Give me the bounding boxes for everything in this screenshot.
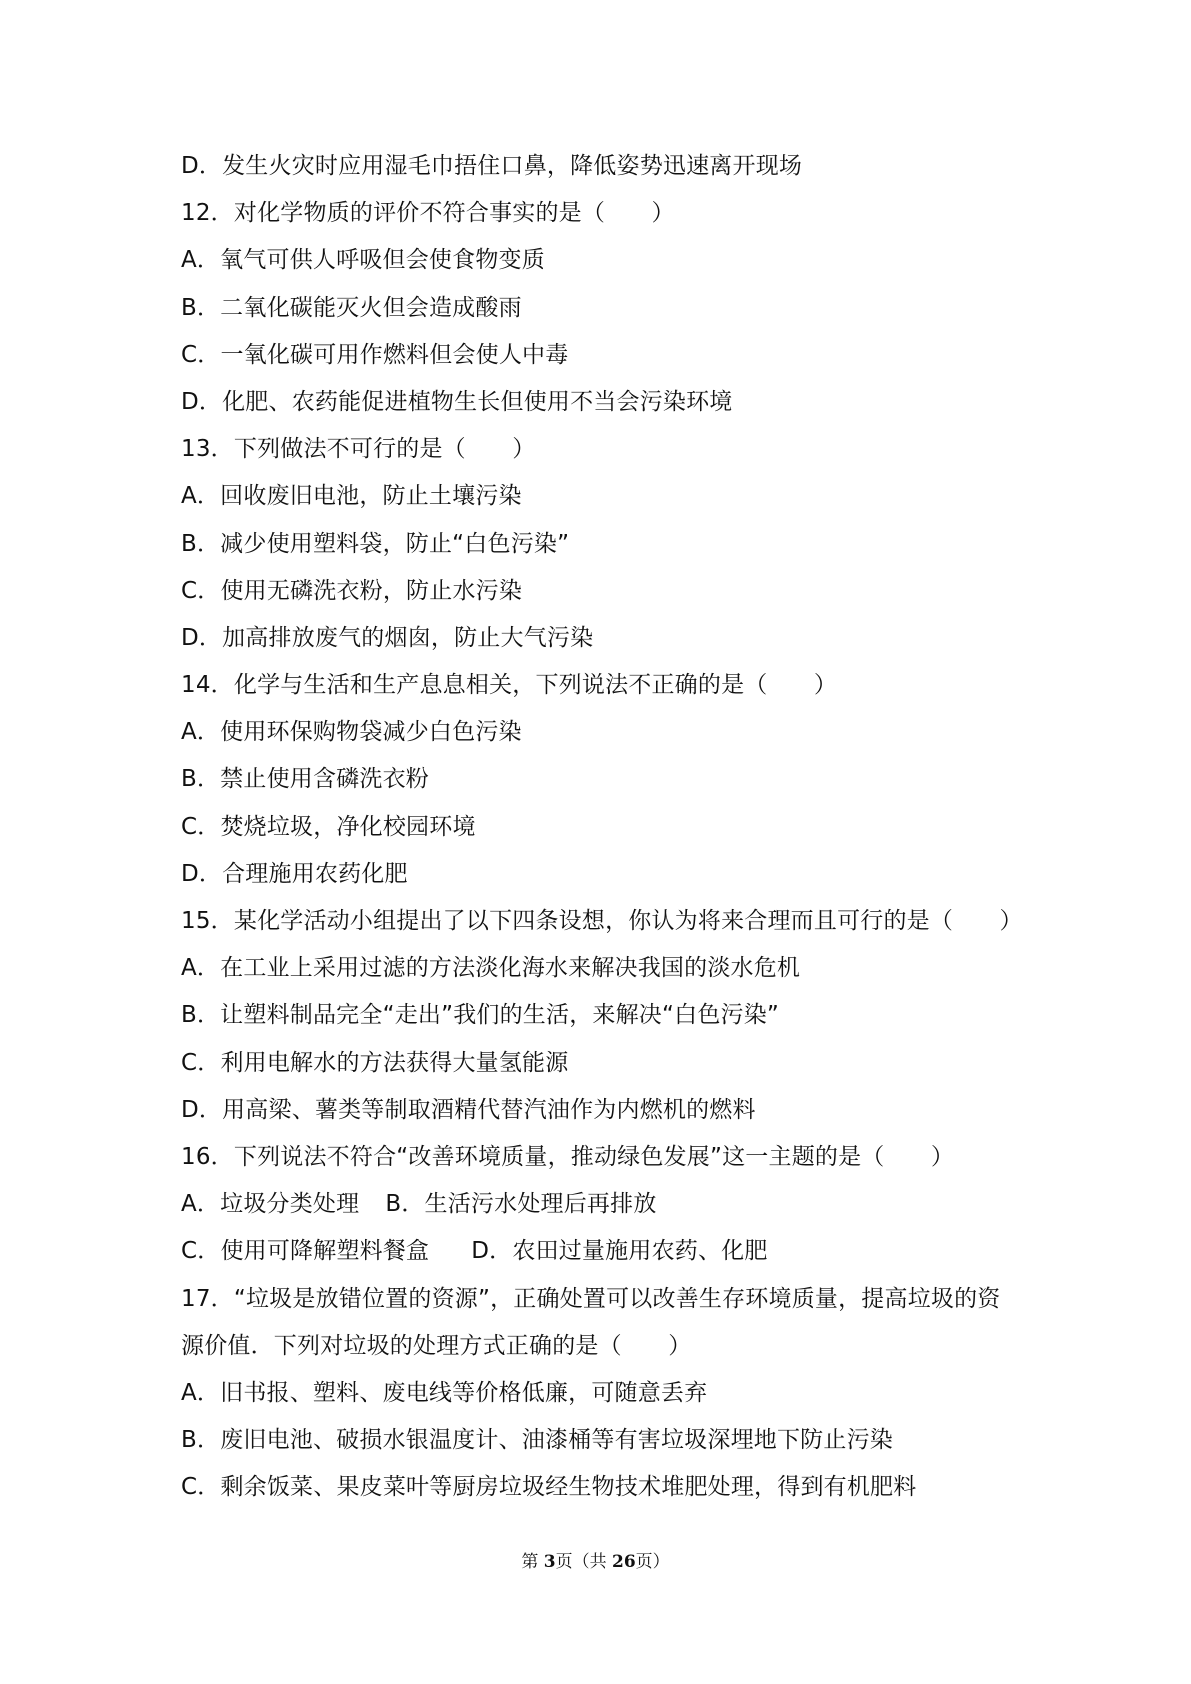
question-15-option-d: D．用高梁、薯类等制取酒精代替汽油作为内燃机的燃料 xyxy=(181,1096,756,1123)
question-12-option-c: C．一氧化碳可用作燃料但会使人中毒 xyxy=(181,341,569,368)
footer-page-number: 3 xyxy=(543,1552,556,1572)
question-12-option-d: D．化肥、农药能促进植物生长但使用不当会污染环境 xyxy=(181,388,733,415)
footer-suffix: 页） xyxy=(635,1552,670,1572)
question-12-option-a: A．氧气可供人呼吸但会使食物变质 xyxy=(181,247,545,274)
footer-middle: 页（共 xyxy=(555,1552,612,1572)
question-13-option-d: D．加高排放废气的烟囱，防止大气污染 xyxy=(181,624,594,651)
question-14-option-d: D．合理施用农药化肥 xyxy=(181,860,408,887)
question-17-stem-line-2: 源价值．下列对垃圾的处理方式正确的是（ ） xyxy=(181,1332,692,1359)
question-14-option-c: C．焚烧垃圾，净化校园环境 xyxy=(181,813,476,840)
question-15-option-c: C．利用电解水的方法获得大量氢能源 xyxy=(181,1049,569,1076)
question-content xyxy=(181,143,1031,1511)
page-footer xyxy=(0,1547,1191,1572)
question-11-option-d: D．发生火灾时应用湿毛巾捂住口鼻，降低姿势迅速离开现场 xyxy=(181,153,803,179)
question-17-option-a: A．旧书报、塑料、废电线等价格低廉，可随意丢弃 xyxy=(181,1379,708,1406)
footer-total-pages: 26 xyxy=(611,1552,636,1572)
question-16-option-a: A．垃圾分类处理 xyxy=(181,1191,360,1218)
question-16-option-d: D．农田过量施用农药、化肥 xyxy=(471,1238,768,1265)
question-16-options-ab xyxy=(181,1181,1031,1228)
question-16-stem: 16．下列说法不符合“改善环境质量，推动绿色发展”这一主题的是（ ） xyxy=(181,1143,955,1170)
question-15-option-a: A．在工业上采用过滤的方法淡化海水来解决我国的淡水危机 xyxy=(181,955,801,982)
question-17-option-b: B．废旧电池、破损水银温度计、油漆桶等有害垃圾深埋地下防止污染 xyxy=(181,1427,893,1454)
question-14-option-b: B．禁止使用含磷洗衣粉 xyxy=(181,766,429,793)
question-16-options-cd xyxy=(181,1228,1031,1275)
question-14-stem: 14．化学与生活和生产息息相关，下列说法不正确的是（ ） xyxy=(181,672,838,699)
question-17-option-c: C．剩余饭菜、果皮菜叶等厨房垃圾经生物技术堆肥处理，得到有机肥料 xyxy=(181,1474,917,1501)
footer-prefix: 第 xyxy=(521,1552,544,1572)
question-15-stem: 15．某化学活动小组提出了以下四条设想，你认为将来合理而且可行的是（ ） xyxy=(181,908,1023,934)
question-17-stem-line-1: 17．“垃圾是放错位置的资源”，正确处置可以改善生存环境质量，提高垃圾的资 xyxy=(181,1285,1001,1312)
question-13-option-b: B．减少使用塑料袋，防止“白色污染” xyxy=(181,530,570,557)
question-16-option-c: C．使用可降解塑料餐盒 xyxy=(181,1238,430,1265)
question-13-option-c: C．使用无磷洗衣粉，防止水污染 xyxy=(181,577,523,604)
question-13-option-a: A．回收废旧电池，防止土壤污染 xyxy=(181,483,522,510)
question-12-option-b: B．二氧化碳能灭火但会造成酸雨 xyxy=(181,294,522,321)
question-16-option-b: B．生活污水处理后再排放 xyxy=(385,1191,657,1218)
question-15-option-b: B．让塑料制品完全“走出”我们的生活，来解决“白色污染” xyxy=(181,1002,780,1029)
question-13-stem: 13．下列做法不可行的是（ ） xyxy=(181,436,536,463)
question-14-option-a: A．使用环保购物袋减少白色污染 xyxy=(181,719,522,746)
question-12-stem: 12．对化学物质的评价不符合事实的是（ ） xyxy=(181,200,675,227)
